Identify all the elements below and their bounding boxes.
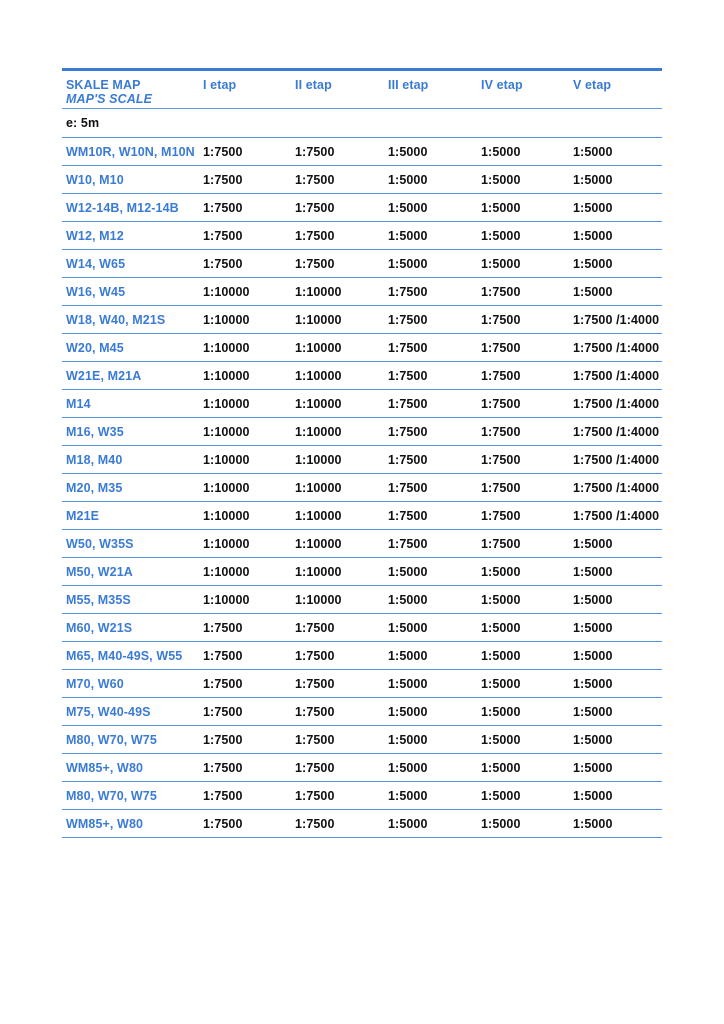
table-row — [62, 782, 662, 810]
scale-cell-stage-3: 1:7500 — [388, 284, 428, 299]
scale-cell-stage-1: 1:7500 — [203, 704, 243, 719]
scale-cell-stage-1: 1:7500 — [203, 732, 243, 747]
scale-cell-stage-5: 1:7500 /1:4000 — [573, 396, 660, 411]
scale-cell-stage-4: 1:5000 — [481, 816, 521, 831]
scale-cell-stage-5: 1:5000 — [573, 228, 613, 243]
category-cell: W18, W40, M21S — [66, 312, 166, 327]
scale-cell-stage-3: 1:7500 — [388, 312, 428, 327]
table-row — [62, 474, 662, 502]
scale-cell-stage-5: 1:5000 — [573, 592, 613, 607]
scale-cell-stage-2: 1:7500 — [295, 704, 335, 719]
scale-cell-stage-4: 1:7500 — [481, 368, 521, 383]
scale-cell-stage-3: 1:5000 — [388, 228, 428, 243]
category-cell: W50, W35S — [66, 536, 134, 551]
scale-cell-stage-1: 1:7500 — [203, 788, 243, 803]
map-scale-table — [62, 68, 662, 838]
scale-cell-stage-1: 1:10000 — [203, 424, 250, 439]
scale-cell-stage-1: 1:10000 — [203, 396, 250, 411]
scale-cell-stage-3: 1:7500 — [388, 340, 428, 355]
scale-cell-stage-1: 1:7500 — [203, 676, 243, 691]
scale-cell-stage-5: 1:7500 /1:4000 — [573, 312, 660, 327]
scale-cell-stage-3: 1:7500 — [388, 480, 428, 495]
scale-cell-stage-4: 1:5000 — [481, 256, 521, 271]
scale-cell-stage-5: 1:5000 — [573, 676, 613, 691]
scale-cell-stage-2: 1:10000 — [295, 452, 342, 467]
scale-cell-stage-1: 1:10000 — [203, 340, 250, 355]
table-row — [62, 166, 662, 194]
scale-cell-stage-2: 1:10000 — [295, 508, 342, 523]
header-stage-4: IV etap — [481, 78, 523, 92]
scale-cell-stage-4: 1:7500 — [481, 508, 521, 523]
table-row — [62, 726, 662, 754]
scale-cell-stage-2: 1:10000 — [295, 592, 342, 607]
scale-cell-stage-4: 1:7500 — [481, 312, 521, 327]
scale-cell-stage-3: 1:5000 — [388, 648, 428, 663]
scale-cell-stage-1: 1:7500 — [203, 620, 243, 635]
table-row — [62, 250, 662, 278]
scale-cell-stage-5: 1:5000 — [573, 704, 613, 719]
table-row — [62, 306, 662, 334]
scale-cell-stage-5: 1:5000 — [573, 620, 613, 635]
scale-cell-stage-1: 1:10000 — [203, 480, 250, 495]
scale-cell-stage-5: 1:5000 — [573, 816, 613, 831]
scale-cell-stage-1: 1:7500 — [203, 648, 243, 663]
table-row — [62, 222, 662, 250]
category-cell: M21E — [66, 508, 100, 523]
scale-cell-stage-4: 1:5000 — [481, 200, 521, 215]
scale-cell-stage-5: 1:5000 — [573, 256, 613, 271]
scale-cell-stage-5: 1:7500 /1:4000 — [573, 508, 660, 523]
scale-cell-stage-1: 1:7500 — [203, 200, 243, 215]
category-cell: W10, M10 — [66, 172, 124, 187]
category-cell: W14, W65 — [66, 256, 126, 271]
category-cell: M80, W70, W75 — [66, 732, 157, 747]
table-row — [62, 614, 662, 642]
equidistance-note-row — [62, 109, 662, 138]
scale-cell-stage-3: 1:7500 — [388, 508, 428, 523]
scale-cell-stage-5: 1:5000 — [573, 564, 613, 579]
table-subtitle: MAP'S SCALE — [66, 92, 153, 106]
scale-cell-stage-5: 1:7500 /1:4000 — [573, 368, 660, 383]
table-row — [62, 138, 662, 166]
table-row — [62, 530, 662, 558]
scale-cell-stage-2: 1:7500 — [295, 172, 335, 187]
category-cell: W12-14B, M12-14B — [66, 200, 179, 215]
scale-cell-stage-2: 1:7500 — [295, 760, 335, 775]
scale-cell-stage-5: 1:5000 — [573, 648, 613, 663]
table-row — [62, 810, 662, 838]
scale-cell-stage-1: 1:10000 — [203, 564, 250, 579]
scale-cell-stage-2: 1:7500 — [295, 788, 335, 803]
scale-cell-stage-1: 1:10000 — [203, 284, 250, 299]
scale-cell-stage-2: 1:10000 — [295, 564, 342, 579]
scale-cell-stage-3: 1:5000 — [388, 144, 428, 159]
scale-cell-stage-1: 1:7500 — [203, 760, 243, 775]
header-title-cell — [62, 78, 199, 106]
scale-cell-stage-5: 1:5000 — [573, 144, 613, 159]
scale-cell-stage-2: 1:10000 — [295, 424, 342, 439]
scale-cell-stage-5: 1:5000 — [573, 760, 613, 775]
scale-cell-stage-1: 1:7500 — [203, 256, 243, 271]
scale-cell-stage-4: 1:5000 — [481, 564, 521, 579]
scale-cell-stage-5: 1:5000 — [573, 172, 613, 187]
scale-cell-stage-5: 1:5000 — [573, 788, 613, 803]
category-cell: M55, M35S — [66, 592, 131, 607]
category-cell: W20, M45 — [66, 340, 124, 355]
category-cell: M20, M35 — [66, 480, 123, 495]
scale-cell-stage-1: 1:7500 — [203, 144, 243, 159]
scale-cell-stage-3: 1:5000 — [388, 760, 428, 775]
scale-cell-stage-5: 1:7500 /1:4000 — [573, 424, 660, 439]
header-stage-3: III etap — [388, 78, 429, 92]
category-cell: WM85+, W80 — [66, 816, 144, 831]
table-row — [62, 502, 662, 530]
scale-cell-stage-4: 1:7500 — [481, 284, 521, 299]
scale-cell-stage-4: 1:7500 — [481, 452, 521, 467]
table-header-row — [62, 71, 662, 109]
category-cell: M70, W60 — [66, 676, 124, 691]
header-stage-2: II etap — [295, 78, 332, 92]
header-stage-5: V etap — [573, 78, 612, 92]
scale-cell-stage-5: 1:7500 /1:4000 — [573, 480, 660, 495]
category-cell: M60, W21S — [66, 620, 133, 635]
scale-cell-stage-3: 1:5000 — [388, 676, 428, 691]
scale-cell-stage-4: 1:5000 — [481, 732, 521, 747]
category-cell: M80, W70, W75 — [66, 788, 157, 803]
scale-cell-stage-3: 1:5000 — [388, 256, 428, 271]
scale-cell-stage-4: 1:7500 — [481, 340, 521, 355]
table-row — [62, 278, 662, 306]
category-cell: W16, W45 — [66, 284, 126, 299]
category-cell: M75, W40-49S — [66, 704, 151, 719]
table-title: SKALE MAP — [66, 78, 141, 92]
scale-cell-stage-2: 1:7500 — [295, 228, 335, 243]
table-row — [62, 754, 662, 782]
table-body — [62, 138, 662, 838]
scale-cell-stage-1: 1:10000 — [203, 592, 250, 607]
table-row — [62, 390, 662, 418]
scale-cell-stage-3: 1:5000 — [388, 732, 428, 747]
scale-cell-stage-2: 1:7500 — [295, 256, 335, 271]
category-cell: M65, M40-49S, W55 — [66, 648, 183, 663]
scale-cell-stage-4: 1:5000 — [481, 676, 521, 691]
scale-cell-stage-1: 1:10000 — [203, 312, 250, 327]
scale-cell-stage-2: 1:10000 — [295, 312, 342, 327]
category-cell: W12, M12 — [66, 228, 124, 243]
table-row — [62, 194, 662, 222]
scale-cell-stage-3: 1:5000 — [388, 592, 428, 607]
scale-cell-stage-2: 1:7500 — [295, 620, 335, 635]
scale-cell-stage-5: 1:5000 — [573, 536, 613, 551]
scale-cell-stage-2: 1:7500 — [295, 816, 335, 831]
scale-cell-stage-4: 1:5000 — [481, 228, 521, 243]
table-row — [62, 670, 662, 698]
scale-cell-stage-1: 1:7500 — [203, 228, 243, 243]
table-row — [62, 418, 662, 446]
scale-cell-stage-2: 1:7500 — [295, 648, 335, 663]
scale-cell-stage-3: 1:5000 — [388, 788, 428, 803]
header-stage-1: I etap — [203, 78, 237, 92]
scale-cell-stage-1: 1:10000 — [203, 536, 250, 551]
scale-cell-stage-1: 1:7500 — [203, 816, 243, 831]
category-cell: M50, W21A — [66, 564, 133, 579]
category-cell: M18, M40 — [66, 452, 123, 467]
table-row — [62, 334, 662, 362]
scale-cell-stage-4: 1:7500 — [481, 424, 521, 439]
scale-cell-stage-2: 1:10000 — [295, 480, 342, 495]
scale-cell-stage-3: 1:5000 — [388, 172, 428, 187]
scale-cell-stage-1: 1:10000 — [203, 452, 250, 467]
scale-cell-stage-4: 1:5000 — [481, 172, 521, 187]
scale-cell-stage-3: 1:7500 — [388, 536, 428, 551]
scale-cell-stage-5: 1:5000 — [573, 284, 613, 299]
table-row — [62, 642, 662, 670]
scale-cell-stage-3: 1:5000 — [388, 200, 428, 215]
table-row — [62, 558, 662, 586]
scale-cell-stage-4: 1:5000 — [481, 144, 521, 159]
scale-cell-stage-4: 1:5000 — [481, 648, 521, 663]
scale-cell-stage-2: 1:10000 — [295, 284, 342, 299]
scale-cell-stage-2: 1:10000 — [295, 340, 342, 355]
scale-cell-stage-2: 1:7500 — [295, 732, 335, 747]
scale-cell-stage-2: 1:7500 — [295, 144, 335, 159]
scale-cell-stage-3: 1:5000 — [388, 620, 428, 635]
scale-cell-stage-5: 1:5000 — [573, 732, 613, 747]
scale-cell-stage-5: 1:7500 /1:4000 — [573, 452, 660, 467]
table-row — [62, 446, 662, 474]
scale-cell-stage-1: 1:7500 — [203, 172, 243, 187]
scale-cell-stage-4: 1:5000 — [481, 592, 521, 607]
table-row — [62, 362, 662, 390]
category-cell: M14 — [66, 396, 91, 411]
scale-cell-stage-2: 1:10000 — [295, 368, 342, 383]
category-cell: W21E, M21A — [66, 368, 142, 383]
table-row — [62, 586, 662, 614]
scale-cell-stage-2: 1:7500 — [295, 200, 335, 215]
scale-cell-stage-3: 1:7500 — [388, 368, 428, 383]
scale-cell-stage-3: 1:5000 — [388, 704, 428, 719]
scale-cell-stage-1: 1:10000 — [203, 508, 250, 523]
category-cell: WM85+, W80 — [66, 760, 144, 775]
scale-cell-stage-4: 1:5000 — [481, 788, 521, 803]
scale-cell-stage-3: 1:5000 — [388, 816, 428, 831]
scale-cell-stage-1: 1:10000 — [203, 368, 250, 383]
scale-cell-stage-3: 1:5000 — [388, 564, 428, 579]
scale-cell-stage-4: 1:7500 — [481, 536, 521, 551]
table-row — [62, 698, 662, 726]
scale-cell-stage-3: 1:7500 — [388, 452, 428, 467]
scale-cell-stage-5: 1:5000 — [573, 200, 613, 215]
scale-cell-stage-2: 1:7500 — [295, 676, 335, 691]
scale-cell-stage-3: 1:7500 — [388, 424, 428, 439]
category-cell: WM10R, W10N, M10N — [66, 144, 195, 159]
equidistance-note: e: 5m — [66, 116, 100, 130]
scale-cell-stage-4: 1:5000 — [481, 704, 521, 719]
scale-cell-stage-2: 1:10000 — [295, 536, 342, 551]
scale-cell-stage-5: 1:7500 /1:4000 — [573, 340, 660, 355]
scale-cell-stage-4: 1:7500 — [481, 396, 521, 411]
category-cell: M16, W35 — [66, 424, 124, 439]
scale-cell-stage-4: 1:5000 — [481, 620, 521, 635]
scale-cell-stage-4: 1:5000 — [481, 760, 521, 775]
scale-cell-stage-2: 1:10000 — [295, 396, 342, 411]
scale-cell-stage-3: 1:7500 — [388, 396, 428, 411]
scale-cell-stage-4: 1:7500 — [481, 480, 521, 495]
